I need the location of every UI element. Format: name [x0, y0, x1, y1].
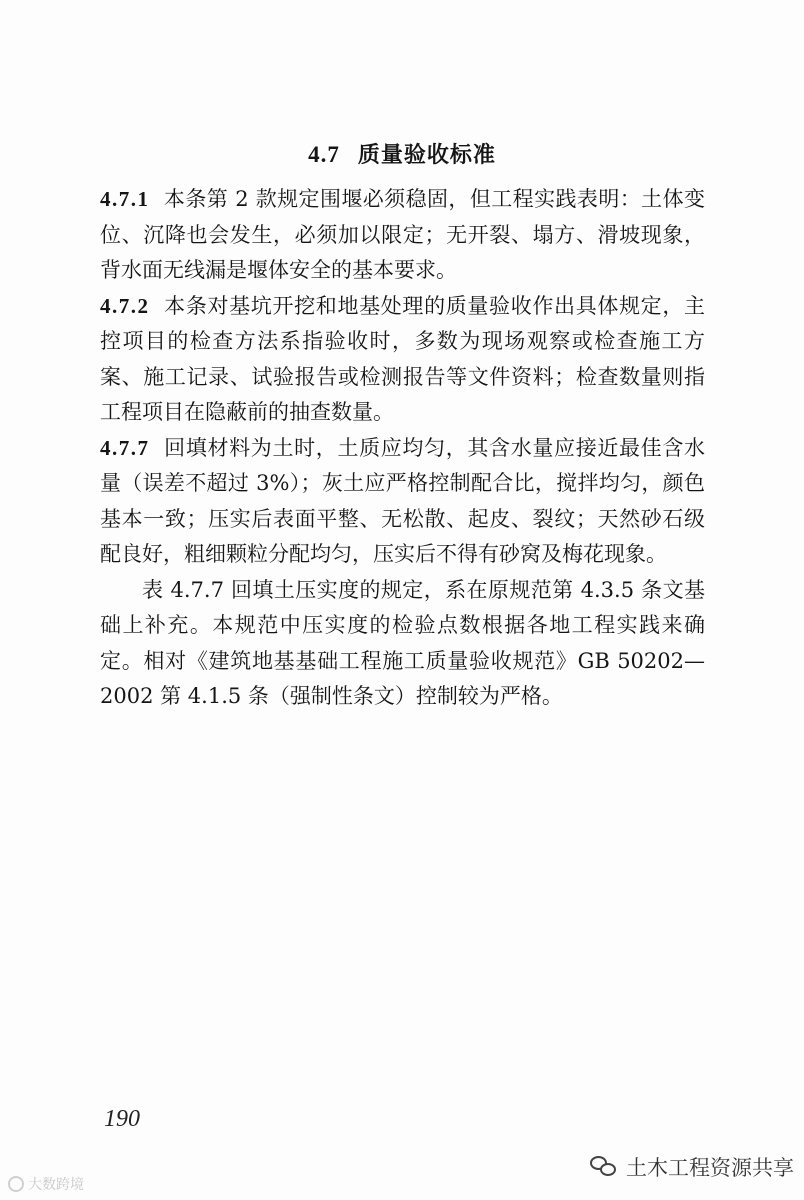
- clause-number: 4.7.7: [100, 435, 150, 460]
- watermark-right-text: 土木工程资源共享: [626, 1156, 794, 1180]
- wechat-icon: [590, 1156, 618, 1178]
- note-paragraph: 表 4.7.7 回填土压实度的规定，系在原规范第 4.3.5 条文基础上补充。本规范中压实度的检验点数根据各地工程实践来确定。相对《建筑地基基础工程施工质量验收规范》GB 50202—2002 第 4.1.5 条（强制性条文）控制较为严格。: [100, 577, 705, 708]
- clause-paragraph: [100, 289, 705, 431]
- document-body: [100, 182, 705, 715]
- clause-number: 4.7.1: [100, 187, 150, 211]
- clause-text: 本条第 2 款规定围堰必须稳固，但工程实践表明：土体变位、沉降也会发生，必须加以限定；无开裂、塌方、滑坡现象，背水面无线漏是堰体安全的基本要求。: [100, 187, 705, 282]
- clause-paragraph: [100, 182, 705, 289]
- clause-number: 4.7.2: [100, 293, 150, 318]
- clause-paragraph: [100, 431, 705, 573]
- section-heading: 质量验收标准: [357, 143, 496, 168]
- watermark-left: [8, 1174, 84, 1194]
- section-title: [0, 138, 804, 169]
- logo-icon: [8, 1176, 24, 1192]
- page-number: 190: [104, 1106, 140, 1132]
- watermark-right: [590, 1152, 794, 1182]
- watermark-left-text: 大数跨境: [28, 1177, 84, 1193]
- clause-text: 回填材料为土时，土质应均匀，其含水量应接近最佳含水量（误差不超过 3%）；灰土应严格控制配合比，搅拌均匀，颜色基本一致；压实后表面平整、无松散、起皮、裂纹；天然砂石级配良好，粗细颗粒分配均匀，压实后不得有砂窝及梅花现象。: [100, 435, 705, 566]
- section-number: 4.7: [308, 142, 340, 167]
- clause-text: 本条对基坑开挖和地基处理的质量验收作出具体规定，主控项目的检查方法系指验收时，多数为现场观察或检查施工方案、施工记录、试验报告或检测报告等文件资料；检查数量则指工程项目在隐蔽前的抽查数量。: [100, 293, 705, 424]
